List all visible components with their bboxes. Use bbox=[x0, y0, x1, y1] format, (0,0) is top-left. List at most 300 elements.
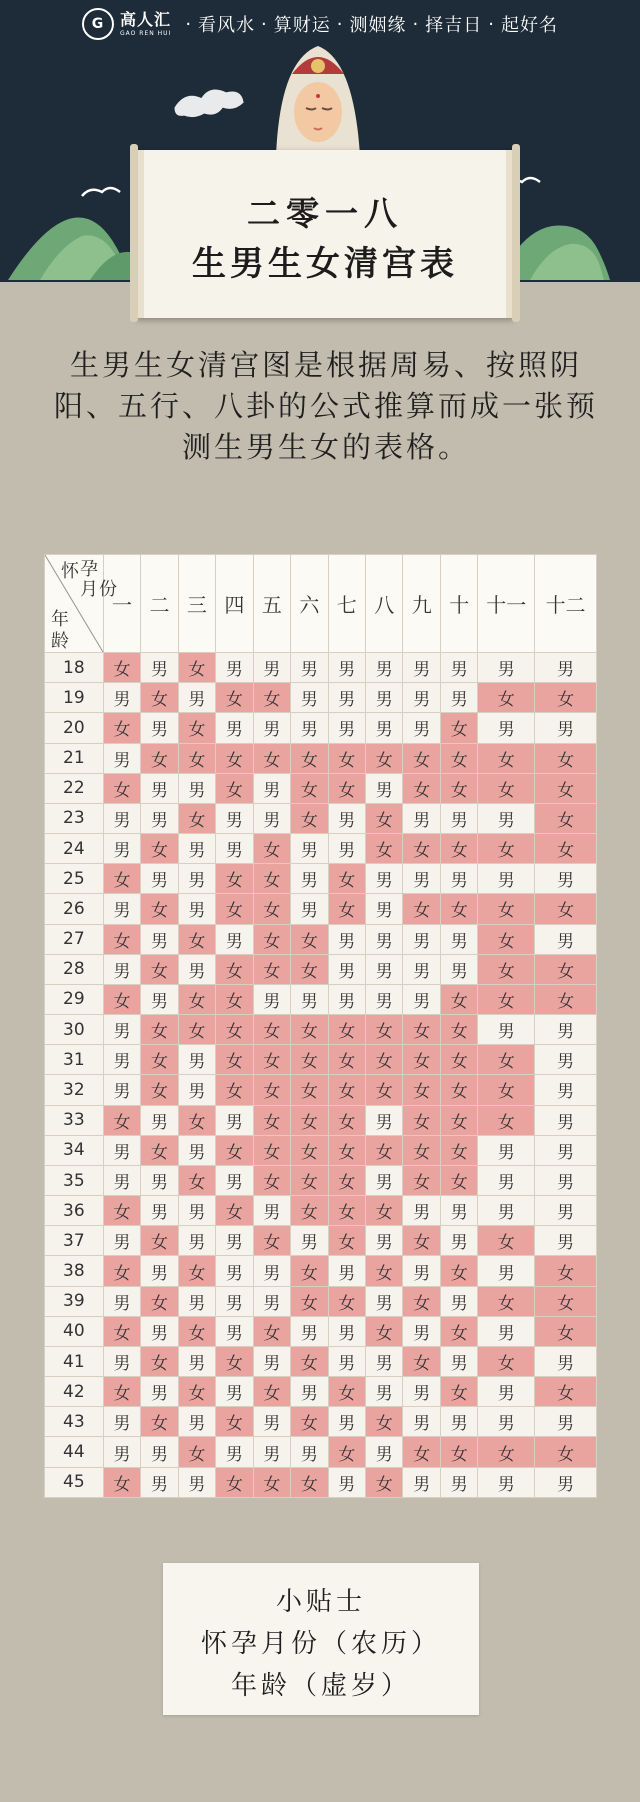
age-cell: 26 bbox=[45, 894, 104, 924]
table-row bbox=[45, 1407, 597, 1437]
gender-cell: 男 bbox=[328, 653, 365, 683]
gender-cell: 男 bbox=[440, 954, 477, 984]
gender-cell: 女 bbox=[478, 1346, 535, 1376]
gender-cell: 男 bbox=[103, 954, 140, 984]
gender-cell: 男 bbox=[366, 954, 403, 984]
gender-cell: 女 bbox=[440, 1075, 477, 1105]
age-cell: 36 bbox=[45, 1196, 104, 1226]
table-corner-header bbox=[45, 555, 117, 653]
gender-cell: 女 bbox=[291, 1286, 328, 1316]
gender-cell: 女 bbox=[535, 834, 597, 864]
gender-cell: 女 bbox=[216, 984, 253, 1014]
table-row bbox=[45, 1437, 597, 1467]
gender-cell: 男 bbox=[216, 1316, 253, 1346]
gender-cell: 男 bbox=[535, 1226, 597, 1256]
gender-cell: 女 bbox=[403, 1346, 440, 1376]
age-cell: 19 bbox=[45, 683, 104, 713]
gender-cell: 男 bbox=[141, 773, 178, 803]
gender-cell: 男 bbox=[478, 1467, 535, 1497]
age-cell: 31 bbox=[45, 1045, 104, 1075]
gender-cell: 男 bbox=[440, 683, 477, 713]
gender-cell: 男 bbox=[403, 1316, 440, 1346]
gender-cell: 女 bbox=[103, 1196, 140, 1226]
tips-line-month: 怀孕月份（农历） bbox=[200, 1629, 441, 1659]
gender-cell: 女 bbox=[535, 1437, 597, 1467]
gender-cell: 女 bbox=[141, 1226, 178, 1256]
gender-cell: 男 bbox=[216, 924, 253, 954]
logo-icon: G bbox=[82, 8, 114, 40]
age-cell: 42 bbox=[45, 1377, 104, 1407]
gender-cell: 男 bbox=[328, 834, 365, 864]
gender-cell: 男 bbox=[253, 1256, 290, 1286]
gender-cell: 男 bbox=[328, 803, 365, 833]
corner-label: 月 bbox=[80, 579, 98, 600]
gender-cell: 男 bbox=[291, 984, 328, 1014]
gender-cell: 男 bbox=[291, 1226, 328, 1256]
gender-cell: 男 bbox=[178, 834, 215, 864]
gender-cell: 女 bbox=[478, 1226, 535, 1256]
gender-cell: 男 bbox=[141, 713, 178, 743]
tips-box bbox=[163, 1563, 479, 1715]
gender-cell: 男 bbox=[141, 1316, 178, 1346]
gender-cell: 男 bbox=[141, 1165, 178, 1195]
gender-cell: 男 bbox=[103, 1045, 140, 1075]
gender-cell: 男 bbox=[366, 1165, 403, 1195]
gender-cell: 女 bbox=[478, 743, 535, 773]
gender-cell: 女 bbox=[178, 1105, 215, 1135]
gender-cell: 男 bbox=[253, 984, 290, 1014]
gender-cell: 男 bbox=[103, 1165, 140, 1195]
table-row bbox=[45, 864, 597, 894]
gender-cell: 男 bbox=[403, 683, 440, 713]
gender-cell: 女 bbox=[178, 1256, 215, 1286]
gender-cell: 女 bbox=[366, 1407, 403, 1437]
gender-cell: 男 bbox=[366, 984, 403, 1014]
intro-paragraph: 生男生女清宫图是根据周易、按照阴阳、五行、八卦的公式推算而成一张预测生男生女的表格。 bbox=[53, 348, 598, 464]
gender-cell: 男 bbox=[535, 924, 597, 954]
age-cell: 23 bbox=[45, 803, 104, 833]
gender-cell: 女 bbox=[328, 1165, 365, 1195]
age-cell: 30 bbox=[45, 1015, 104, 1045]
gender-cell: 女 bbox=[403, 773, 440, 803]
gender-cell: 男 bbox=[478, 1407, 535, 1437]
gender-cell: 女 bbox=[478, 1286, 535, 1316]
gender-cell: 女 bbox=[328, 1196, 365, 1226]
month-header: 四 bbox=[216, 555, 253, 653]
gender-cell: 女 bbox=[141, 743, 178, 773]
gender-cell: 女 bbox=[291, 773, 328, 803]
gender-cell: 男 bbox=[216, 1437, 253, 1467]
age-cell: 35 bbox=[45, 1165, 104, 1195]
gender-cell: 女 bbox=[328, 743, 365, 773]
gender-cell: 女 bbox=[141, 1075, 178, 1105]
gender-cell: 男 bbox=[478, 1196, 535, 1226]
age-cell: 28 bbox=[45, 954, 104, 984]
gender-cell: 男 bbox=[178, 683, 215, 713]
gender-cell: 男 bbox=[253, 713, 290, 743]
gender-cell: 女 bbox=[103, 1105, 140, 1135]
gender-cell: 女 bbox=[253, 1316, 290, 1346]
gender-cell: 女 bbox=[141, 683, 178, 713]
age-cell: 44 bbox=[45, 1437, 104, 1467]
gender-cell: 男 bbox=[440, 653, 477, 683]
gender-cell: 男 bbox=[328, 713, 365, 743]
gender-cell: 女 bbox=[440, 984, 477, 1014]
gender-cell: 女 bbox=[291, 1196, 328, 1226]
gender-cell: 男 bbox=[535, 1015, 597, 1045]
gender-cell: 女 bbox=[403, 1135, 440, 1165]
gender-cell: 男 bbox=[403, 984, 440, 1014]
gender-cell: 男 bbox=[141, 1377, 178, 1407]
gender-cell: 女 bbox=[535, 683, 597, 713]
gender-cell: 男 bbox=[103, 834, 140, 864]
gender-cell: 男 bbox=[535, 864, 597, 894]
gender-cell: 女 bbox=[253, 683, 290, 713]
gender-cell: 女 bbox=[535, 803, 597, 833]
month-header: 十 bbox=[440, 555, 477, 653]
gender-cell: 女 bbox=[440, 1015, 477, 1045]
table-row bbox=[45, 743, 597, 773]
gender-cell: 女 bbox=[291, 924, 328, 954]
gender-cell: 男 bbox=[103, 1437, 140, 1467]
age-cell: 29 bbox=[45, 984, 104, 1014]
gender-cell: 男 bbox=[178, 1286, 215, 1316]
gender-cell: 男 bbox=[103, 1407, 140, 1437]
gender-cell: 男 bbox=[403, 713, 440, 743]
table-row bbox=[45, 683, 597, 713]
gender-cell: 女 bbox=[535, 1286, 597, 1316]
gender-cell: 女 bbox=[366, 803, 403, 833]
gender-cell: 男 bbox=[535, 1075, 597, 1105]
gender-cell: 女 bbox=[216, 954, 253, 984]
gender-cell: 男 bbox=[440, 924, 477, 954]
gender-cell: 女 bbox=[103, 773, 140, 803]
gender-cell: 女 bbox=[328, 1286, 365, 1316]
gender-cell: 男 bbox=[216, 653, 253, 683]
age-cell: 39 bbox=[45, 1286, 104, 1316]
gender-cell: 女 bbox=[253, 1045, 290, 1075]
header-row bbox=[45, 555, 597, 653]
gender-cell: 女 bbox=[478, 683, 535, 713]
gender-cell: 男 bbox=[328, 683, 365, 713]
gender-cell: 女 bbox=[440, 1135, 477, 1165]
gender-cell: 男 bbox=[535, 1346, 597, 1376]
gender-cell: 女 bbox=[141, 1015, 178, 1045]
table-row bbox=[45, 803, 597, 833]
gender-cell: 女 bbox=[366, 743, 403, 773]
gender-cell: 男 bbox=[535, 1135, 597, 1165]
table-row bbox=[45, 1226, 597, 1256]
gender-cell: 女 bbox=[253, 1165, 290, 1195]
nav-item-auspicious-date[interactable]: 择吉日 bbox=[425, 15, 483, 36]
table-row bbox=[45, 1015, 597, 1045]
corner-label: 怀 bbox=[61, 561, 79, 582]
gender-cell: 男 bbox=[216, 1377, 253, 1407]
gender-cell: 男 bbox=[216, 1105, 253, 1135]
gender-cell: 女 bbox=[403, 1045, 440, 1075]
gender-cell: 女 bbox=[253, 1135, 290, 1165]
gender-cell: 女 bbox=[478, 984, 535, 1014]
gender-cell: 女 bbox=[535, 894, 597, 924]
age-cell: 18 bbox=[45, 653, 104, 683]
gender-cell: 女 bbox=[178, 1316, 215, 1346]
gender-cell: 男 bbox=[366, 924, 403, 954]
age-cell: 45 bbox=[45, 1467, 104, 1497]
gender-cell: 女 bbox=[103, 984, 140, 1014]
gender-cell: 男 bbox=[141, 653, 178, 683]
gender-cell: 男 bbox=[178, 1135, 215, 1165]
gender-cell: 男 bbox=[403, 954, 440, 984]
gender-cell: 女 bbox=[178, 984, 215, 1014]
corner-label: 份 bbox=[99, 579, 117, 600]
gender-cell: 男 bbox=[478, 1165, 535, 1195]
table-body bbox=[45, 653, 597, 1498]
gender-cell: 男 bbox=[478, 1015, 535, 1045]
gender-cell: 女 bbox=[403, 1165, 440, 1195]
table-row bbox=[45, 713, 597, 743]
gender-cell: 女 bbox=[403, 894, 440, 924]
gender-cell: 女 bbox=[366, 1256, 403, 1286]
title-scroll bbox=[136, 150, 514, 318]
gender-cell: 女 bbox=[103, 1256, 140, 1286]
table-row bbox=[45, 834, 597, 864]
gender-cell: 女 bbox=[291, 1045, 328, 1075]
gender-cell: 男 bbox=[103, 803, 140, 833]
table-row bbox=[45, 924, 597, 954]
gender-cell: 女 bbox=[440, 1437, 477, 1467]
gender-cell: 男 bbox=[291, 1316, 328, 1346]
gender-cell: 男 bbox=[366, 683, 403, 713]
nav-item-fengshui[interactable]: 看风水 bbox=[198, 15, 256, 36]
gender-cell: 男 bbox=[478, 1316, 535, 1346]
gender-cell: 女 bbox=[253, 894, 290, 924]
tips-line-age: 年龄（虚岁） bbox=[230, 1671, 411, 1701]
gender-cell: 男 bbox=[103, 1015, 140, 1045]
gender-cell: 男 bbox=[216, 1256, 253, 1286]
gender-cell: 男 bbox=[141, 864, 178, 894]
gender-cell: 男 bbox=[535, 1196, 597, 1226]
gender-cell: 女 bbox=[366, 1467, 403, 1497]
gender-cell: 男 bbox=[253, 1437, 290, 1467]
table-row bbox=[45, 1256, 597, 1286]
top-navigation bbox=[0, 6, 640, 42]
gender-cell: 女 bbox=[328, 894, 365, 924]
gender-cell: 女 bbox=[328, 773, 365, 803]
gender-cell: 女 bbox=[291, 743, 328, 773]
month-header: 三 bbox=[178, 555, 215, 653]
corner-label: 孕 bbox=[80, 559, 98, 580]
gender-cell: 女 bbox=[328, 1437, 365, 1467]
gender-cell: 女 bbox=[403, 1075, 440, 1105]
gender-cell: 女 bbox=[478, 1105, 535, 1135]
age-cell: 33 bbox=[45, 1105, 104, 1135]
table-row bbox=[45, 984, 597, 1014]
gender-cell: 男 bbox=[366, 773, 403, 803]
logo-subtitle: GAO REN HUI bbox=[120, 29, 172, 37]
age-cell: 34 bbox=[45, 1135, 104, 1165]
gender-cell: 女 bbox=[291, 1135, 328, 1165]
gender-cell: 男 bbox=[178, 1196, 215, 1226]
gender-cell: 男 bbox=[535, 1407, 597, 1437]
gender-cell: 男 bbox=[478, 1135, 535, 1165]
corner-label: 年 bbox=[51, 609, 69, 630]
gender-cell: 男 bbox=[328, 1346, 365, 1376]
gender-cell: 女 bbox=[291, 954, 328, 984]
gender-cell: 女 bbox=[535, 1256, 597, 1286]
gender-cell: 男 bbox=[478, 864, 535, 894]
gender-cell: 男 bbox=[141, 924, 178, 954]
gender-cell: 男 bbox=[478, 1377, 535, 1407]
month-header: 二 bbox=[141, 555, 178, 653]
gender-cell: 女 bbox=[403, 834, 440, 864]
gender-cell: 男 bbox=[366, 1437, 403, 1467]
age-cell: 27 bbox=[45, 924, 104, 954]
gender-cell: 女 bbox=[440, 1045, 477, 1075]
gender-cell: 女 bbox=[141, 834, 178, 864]
gender-cell: 男 bbox=[403, 1196, 440, 1226]
gender-cell: 男 bbox=[291, 1437, 328, 1467]
gender-cell: 女 bbox=[403, 1286, 440, 1316]
guanyin-figure-icon bbox=[276, 46, 360, 156]
gender-cell: 男 bbox=[178, 1407, 215, 1437]
gender-cell: 女 bbox=[440, 894, 477, 924]
gender-cell: 男 bbox=[103, 683, 140, 713]
gender-cell: 女 bbox=[103, 713, 140, 743]
gender-cell: 女 bbox=[178, 1437, 215, 1467]
gender-cell: 女 bbox=[103, 924, 140, 954]
month-header: 五 bbox=[253, 555, 290, 653]
gender-cell: 女 bbox=[216, 1196, 253, 1226]
gender-cell: 女 bbox=[440, 1316, 477, 1346]
gender-cell: 男 bbox=[440, 803, 477, 833]
table-row bbox=[45, 1316, 597, 1346]
age-cell: 37 bbox=[45, 1226, 104, 1256]
gender-cell: 女 bbox=[366, 1015, 403, 1045]
gender-cell: 女 bbox=[178, 1377, 215, 1407]
gender-cell: 女 bbox=[440, 743, 477, 773]
gender-cell: 男 bbox=[328, 1256, 365, 1286]
gender-cell: 男 bbox=[253, 1346, 290, 1376]
gender-cell: 男 bbox=[478, 653, 535, 683]
gender-cell: 女 bbox=[440, 1256, 477, 1286]
gender-cell: 女 bbox=[403, 1226, 440, 1256]
gender-cell: 男 bbox=[328, 1316, 365, 1346]
gender-cell: 男 bbox=[291, 683, 328, 713]
gender-cell: 男 bbox=[403, 1256, 440, 1286]
gender-cell: 男 bbox=[178, 773, 215, 803]
table-row bbox=[45, 1346, 597, 1376]
gender-cell: 女 bbox=[141, 894, 178, 924]
age-cell: 24 bbox=[45, 834, 104, 864]
age-cell: 38 bbox=[45, 1256, 104, 1286]
gender-cell: 女 bbox=[328, 1135, 365, 1165]
nav-item-marriage[interactable]: 测姻缘 bbox=[349, 15, 407, 36]
gender-cell: 女 bbox=[291, 1105, 328, 1135]
gender-cell: 女 bbox=[366, 1196, 403, 1226]
gender-cell: 男 bbox=[440, 1407, 477, 1437]
gender-cell: 女 bbox=[178, 1165, 215, 1195]
gender-cell: 男 bbox=[103, 1075, 140, 1105]
gender-cell: 男 bbox=[535, 1165, 597, 1195]
table-row bbox=[45, 1105, 597, 1135]
gender-cell: 女 bbox=[291, 1346, 328, 1376]
gender-cell: 男 bbox=[291, 894, 328, 924]
gender-cell: 男 bbox=[216, 1226, 253, 1256]
gender-cell: 男 bbox=[103, 894, 140, 924]
gender-cell: 男 bbox=[366, 864, 403, 894]
gender-cell: 女 bbox=[216, 1407, 253, 1437]
gender-cell: 女 bbox=[253, 1075, 290, 1105]
gender-cell: 女 bbox=[178, 743, 215, 773]
gender-cell: 女 bbox=[366, 1075, 403, 1105]
gender-cell: 女 bbox=[328, 1226, 365, 1256]
gender-cell: 女 bbox=[440, 1377, 477, 1407]
nav-links: · 看风水 · 算财运 · 测姻缘 · 择吉日 · 起好名 bbox=[179, 11, 558, 37]
gender-cell: 男 bbox=[216, 1286, 253, 1316]
nav-item-wealth[interactable]: 算财运 bbox=[273, 15, 331, 36]
table-row bbox=[45, 653, 597, 683]
gender-cell: 男 bbox=[291, 864, 328, 894]
gender-cell: 男 bbox=[328, 1407, 365, 1437]
gender-cell: 女 bbox=[178, 1015, 215, 1045]
age-cell: 20 bbox=[45, 713, 104, 743]
gender-cell: 女 bbox=[291, 1407, 328, 1437]
gender-cell: 男 bbox=[291, 834, 328, 864]
scroll-rod-right bbox=[512, 144, 520, 322]
gender-cell: 女 bbox=[141, 1045, 178, 1075]
nav-item-naming[interactable]: 起好名 bbox=[500, 15, 558, 36]
gender-cell: 女 bbox=[328, 1105, 365, 1135]
gender-cell: 女 bbox=[366, 1316, 403, 1346]
gender-cell: 男 bbox=[141, 803, 178, 833]
table-row bbox=[45, 773, 597, 803]
gender-cell: 男 bbox=[440, 1226, 477, 1256]
gender-cell: 女 bbox=[141, 954, 178, 984]
gender-cell: 女 bbox=[291, 803, 328, 833]
gender-cell: 女 bbox=[478, 1075, 535, 1105]
gender-cell: 男 bbox=[178, 1467, 215, 1497]
gender-cell: 男 bbox=[178, 1075, 215, 1105]
gender-cell: 男 bbox=[103, 743, 140, 773]
gender-cell: 男 bbox=[216, 713, 253, 743]
gender-cell: 女 bbox=[478, 894, 535, 924]
gender-cell: 男 bbox=[478, 803, 535, 833]
scroll-rod-left bbox=[130, 144, 138, 322]
gender-cell: 女 bbox=[216, 864, 253, 894]
gender-cell: 男 bbox=[103, 1135, 140, 1165]
gender-cell: 女 bbox=[328, 1075, 365, 1105]
gender-cell: 男 bbox=[291, 1377, 328, 1407]
age-cell: 22 bbox=[45, 773, 104, 803]
gender-cell: 男 bbox=[216, 834, 253, 864]
gender-cell: 男 bbox=[478, 713, 535, 743]
gender-cell: 女 bbox=[366, 834, 403, 864]
gender-cell: 男 bbox=[253, 1286, 290, 1316]
age-cell: 43 bbox=[45, 1407, 104, 1437]
table-row bbox=[45, 1165, 597, 1195]
gender-cell: 男 bbox=[440, 1196, 477, 1226]
gender-prediction-table bbox=[44, 554, 597, 1498]
site-logo[interactable] bbox=[82, 8, 171, 40]
gender-cell: 女 bbox=[141, 1135, 178, 1165]
logo-name: 高人汇 bbox=[120, 9, 172, 29]
gender-cell: 女 bbox=[440, 834, 477, 864]
gender-cell: 女 bbox=[253, 924, 290, 954]
gender-cell: 男 bbox=[403, 653, 440, 683]
table-row bbox=[45, 1286, 597, 1316]
gender-cell: 男 bbox=[440, 1286, 477, 1316]
gender-cell: 女 bbox=[216, 1045, 253, 1075]
